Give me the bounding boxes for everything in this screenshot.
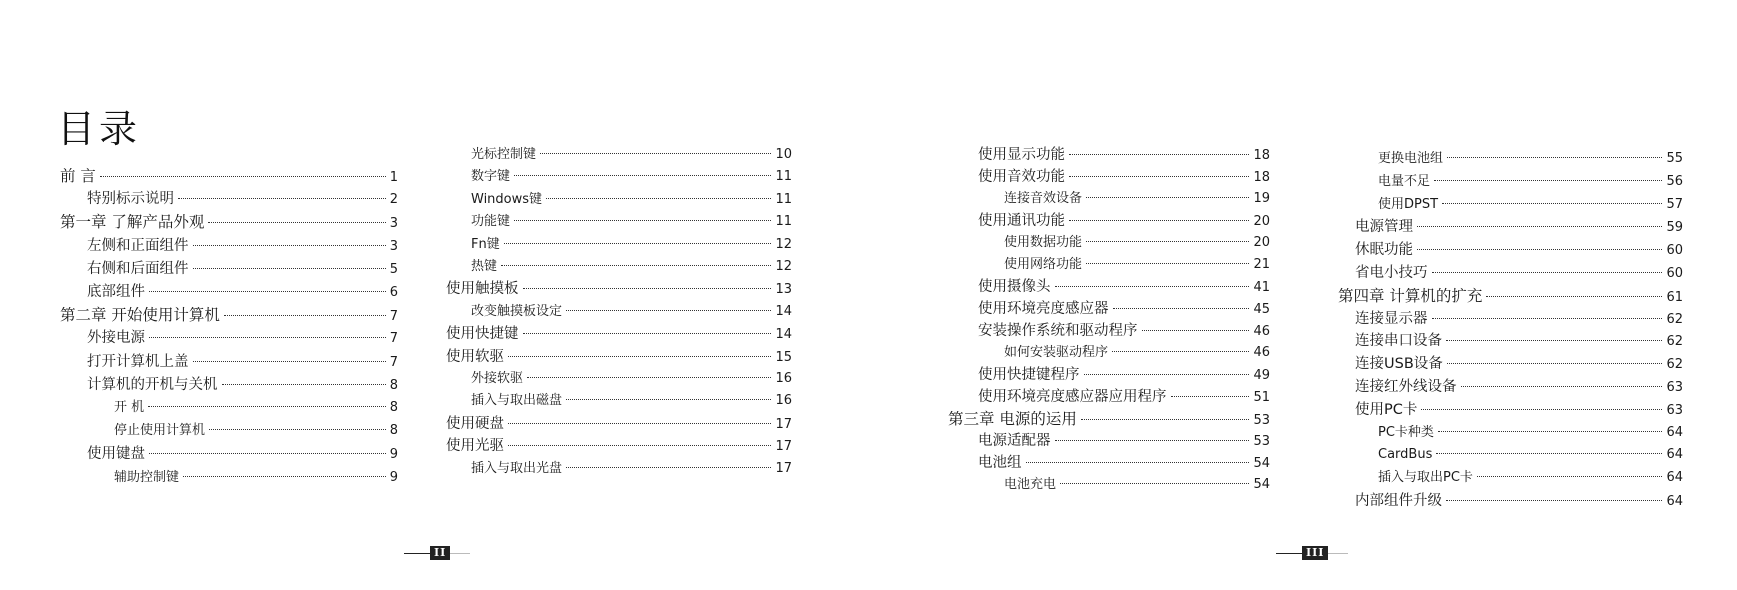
toc-entry-page: 57 — [1666, 197, 1683, 212]
toc-entry-page: 54 — [1253, 477, 1270, 492]
dot-leader — [1434, 180, 1662, 181]
toc-entry-page: 3 — [389, 216, 398, 231]
toc-entry-page: 9 — [389, 470, 398, 485]
toc-entry-label: Fn键 — [471, 237, 500, 252]
toc-entry — [471, 391, 792, 411]
toc-entry — [114, 398, 398, 418]
toc-entry-label: 外接软驱 — [471, 371, 524, 386]
dot-leader — [523, 288, 772, 289]
toc-entry-label: 使用通讯功能 — [978, 213, 1065, 229]
dot-leader — [1421, 409, 1662, 410]
toc-entry — [87, 352, 398, 372]
toc-entry-label: 使用环境亮度感应器应用程序 — [978, 389, 1167, 405]
toc-entry-label: Windows键 — [471, 192, 543, 207]
toc-entry-label: 使用显示功能 — [978, 147, 1065, 163]
toc-entry-label: 热键 — [471, 259, 498, 274]
dot-leader — [1442, 203, 1662, 204]
toc-entry — [1355, 377, 1683, 397]
toc-entry-page: 17 — [775, 461, 792, 476]
toc-entry-page: 59 — [1666, 220, 1683, 235]
toc-entry — [87, 375, 398, 395]
toc-entry — [1004, 475, 1270, 495]
toc-entry — [1004, 233, 1270, 253]
toc-entry — [87, 236, 398, 256]
toc-entry — [1378, 195, 1683, 215]
toc-entry-page: 49 — [1253, 368, 1270, 383]
toc-entry-page: 7 — [389, 355, 398, 370]
toc-entry-page: 19 — [1253, 191, 1270, 206]
toc-entry — [1004, 343, 1270, 363]
dot-leader — [1069, 154, 1249, 155]
toc-entry — [446, 347, 792, 367]
toc-entry-page: 64 — [1666, 494, 1683, 509]
toc-entry — [978, 277, 1270, 297]
toc-entry — [471, 459, 792, 479]
toc-entry-label: 休眠功能 — [1355, 242, 1413, 258]
toc-entry-page: 16 — [775, 371, 792, 386]
toc-entry-page: 20 — [1253, 214, 1270, 229]
toc-entry-label: 连接USB设备 — [1355, 356, 1443, 372]
toc-entry-page: 14 — [775, 304, 792, 319]
toc-entry-label: 停止使用计算机 — [114, 423, 206, 438]
toc-entry-page: 18 — [1253, 170, 1270, 185]
dot-leader — [1436, 453, 1662, 454]
dot-leader — [508, 445, 771, 446]
toc-entry — [1355, 491, 1683, 511]
toc-entry — [87, 282, 398, 302]
toc-entry-label: 使用快捷键程序 — [978, 367, 1080, 383]
toc-entry-label: 省电小技巧 — [1355, 265, 1428, 281]
toc-entry-page: 53 — [1253, 434, 1270, 449]
toc-entry — [1378, 445, 1683, 465]
toc-entry-label: 特别标示说明 — [87, 191, 174, 207]
toc-entry — [60, 305, 398, 325]
toc-entry — [471, 145, 792, 165]
toc-entry-label: 第四章 计算机的扩充 — [1338, 287, 1483, 305]
dot-leader — [209, 429, 386, 430]
toc-entry-label: 电量不足 — [1378, 174, 1431, 189]
dot-leader — [222, 384, 386, 385]
page-number-label: II — [430, 546, 450, 560]
toc-entry-label: 电源管理 — [1355, 219, 1413, 235]
toc-entry-label: 使用PC卡 — [1355, 402, 1418, 418]
toc-entry-label: 使用光驱 — [446, 438, 504, 454]
dot-leader — [1142, 330, 1250, 331]
toc-entry-page: 63 — [1666, 403, 1683, 418]
dot-leader — [1486, 296, 1662, 297]
toc-entry-label: 第三章 电源的运用 — [948, 410, 1077, 428]
toc-entry — [471, 257, 792, 277]
toc-entry — [87, 259, 398, 279]
dot-leader — [1081, 419, 1250, 420]
toc-entry-page: 63 — [1666, 380, 1683, 395]
dot-leader — [1086, 263, 1249, 264]
toc-entry-label: CardBus — [1378, 447, 1433, 462]
dot-leader — [1069, 220, 1249, 221]
toc-entry-page: 10 — [775, 147, 792, 162]
toc-entry-page: 8 — [389, 400, 398, 415]
toc-entry — [978, 145, 1270, 165]
page-title: 目录 — [57, 107, 142, 151]
toc-entry — [446, 436, 792, 456]
dot-leader — [1069, 176, 1249, 177]
dot-leader — [100, 176, 386, 177]
toc-entry-page: 1 — [389, 170, 398, 185]
toc-entry-page: 13 — [775, 282, 792, 297]
dot-leader — [508, 423, 771, 424]
toc-entry-label: 内部组件升级 — [1355, 493, 1442, 509]
toc-entry-page: 6 — [389, 285, 398, 300]
toc-entry-page: 62 — [1666, 334, 1683, 349]
toc-entry-page: 11 — [775, 169, 792, 184]
toc-entry — [471, 212, 792, 232]
dot-leader — [193, 268, 386, 269]
dot-leader — [224, 315, 386, 316]
dot-leader — [149, 291, 386, 292]
dot-leader — [504, 243, 772, 244]
toc-entry-page: 62 — [1666, 357, 1683, 372]
toc-entry — [978, 211, 1270, 231]
toc-entry-label: 开 机 — [114, 400, 145, 415]
toc-entry — [60, 166, 398, 186]
toc-entry-page: 20 — [1253, 235, 1270, 250]
toc-entry — [978, 431, 1270, 451]
toc-entry — [87, 189, 398, 209]
dot-leader — [1447, 363, 1663, 364]
toc-entry-page: 15 — [775, 350, 792, 365]
dot-leader — [514, 175, 771, 176]
toc-entry — [446, 324, 792, 344]
toc-entry-page: 3 — [389, 239, 398, 254]
toc-entry-page: 8 — [389, 423, 398, 438]
toc-entry-label: 连接音效设备 — [1004, 191, 1083, 206]
toc-entry — [978, 299, 1270, 319]
toc-entry-page: 61 — [1666, 290, 1683, 305]
toc-entry — [1355, 400, 1683, 420]
toc-entry-label: 电源适配器 — [978, 433, 1051, 449]
toc-entry-page: 56 — [1666, 174, 1683, 189]
dot-leader — [1055, 440, 1250, 441]
toc-entry — [1378, 149, 1683, 169]
toc-entry-label: 更换电池组 — [1378, 151, 1444, 166]
page-number-label: III — [1302, 546, 1328, 560]
toc-entry-label: 使用硬盘 — [446, 416, 504, 432]
dot-leader — [1438, 431, 1663, 432]
toc-entry — [471, 302, 792, 322]
toc-entry — [1355, 217, 1683, 237]
dot-leader — [540, 153, 771, 154]
toc-entry — [1355, 309, 1683, 329]
dot-leader — [149, 337, 386, 338]
toc-entry-page: 8 — [389, 378, 398, 393]
dot-leader — [527, 377, 771, 378]
toc-entry — [1355, 354, 1683, 374]
toc-entry-page: 41 — [1253, 280, 1270, 295]
toc-entry-label: 第二章 开始使用计算机 — [60, 306, 220, 324]
dot-leader — [208, 222, 385, 223]
toc-entry-page: 53 — [1253, 413, 1270, 428]
dot-leader — [1171, 396, 1250, 397]
dot-leader — [1055, 286, 1250, 287]
toc-entry — [1355, 240, 1683, 260]
toc-entry-page: 64 — [1666, 425, 1683, 440]
dot-leader — [149, 453, 386, 454]
toc-entry-label: 插入与取出磁盘 — [471, 393, 563, 408]
toc-entry-page: 51 — [1253, 390, 1270, 405]
toc-entry — [471, 190, 792, 210]
toc-entry-page: 17 — [775, 439, 792, 454]
toc-entry-label: 如何安装驱动程序 — [1004, 345, 1109, 360]
toc-entry — [978, 321, 1270, 341]
dot-leader — [1461, 386, 1663, 387]
toc-entry-label: 连接显示器 — [1355, 311, 1428, 327]
toc-entry-label: 插入与取出PC卡 — [1378, 470, 1473, 485]
toc-entry-page: 14 — [775, 327, 792, 342]
dot-leader — [193, 361, 386, 362]
toc-entry-page: 55 — [1666, 151, 1683, 166]
dot-leader — [1086, 241, 1249, 242]
toc-entry-page: 11 — [775, 214, 792, 229]
toc-entry-label: 使用键盘 — [87, 446, 145, 462]
toc-entry-page: 18 — [1253, 148, 1270, 163]
toc-entry — [1378, 468, 1683, 488]
toc-entry-label: 计算机的开机与关机 — [87, 377, 218, 393]
dot-leader — [514, 220, 771, 221]
toc-entry-page: 46 — [1253, 345, 1270, 360]
toc-entry — [471, 167, 792, 187]
toc-entry-label: 外接电源 — [87, 330, 145, 346]
toc-entry-label: 使用软驱 — [446, 349, 504, 365]
toc-entry-label: 功能键 — [471, 214, 511, 229]
toc-entry — [471, 235, 792, 255]
toc-entry-page: 5 — [389, 262, 398, 277]
toc-entry — [1378, 172, 1683, 192]
toc-entry-page: 12 — [775, 237, 792, 252]
toc-entry — [87, 444, 398, 464]
toc-entry-label: 左侧和正面组件 — [87, 238, 189, 254]
toc-entry — [471, 369, 792, 389]
toc-entry-page: 9 — [389, 447, 398, 462]
toc-entry — [1378, 423, 1683, 443]
toc-entry-page: 64 — [1666, 470, 1683, 485]
dot-leader — [183, 476, 386, 477]
toc-entry-page: 7 — [389, 309, 398, 324]
toc-entry-page: 17 — [775, 417, 792, 432]
toc-entry-label: 连接红外线设备 — [1355, 379, 1457, 395]
toc-entry-label: 打开计算机上盖 — [87, 354, 189, 370]
dot-leader — [178, 198, 386, 199]
toc-entry — [1355, 263, 1683, 283]
dot-leader — [501, 265, 771, 266]
page-number-right — [1276, 546, 1348, 560]
toc-entry-label: 右侧和后面组件 — [87, 261, 189, 277]
dot-leader — [1432, 272, 1663, 273]
dot-leader — [1417, 249, 1662, 250]
toc-entry — [114, 468, 398, 488]
toc-entry — [978, 167, 1270, 187]
toc-entry-label: 使用网络功能 — [1004, 257, 1083, 272]
toc-entry-page: 64 — [1666, 447, 1683, 462]
dot-leader — [1026, 462, 1250, 463]
dot-leader — [1447, 157, 1662, 158]
toc-entry — [446, 279, 792, 299]
toc-entry-label: 电池组 — [978, 455, 1022, 471]
toc-entry-page: 62 — [1666, 312, 1683, 327]
toc-entry — [978, 365, 1270, 385]
toc-entry — [87, 328, 398, 348]
toc-entry-label: 使用触摸板 — [446, 281, 519, 297]
dot-leader — [1084, 374, 1250, 375]
toc-entry-label: 使用环境亮度感应器 — [978, 301, 1109, 317]
dot-leader — [1432, 318, 1663, 319]
toc-entry-label: 使用DPST — [1378, 197, 1439, 212]
dot-leader — [1112, 351, 1249, 352]
toc-entry — [978, 387, 1270, 407]
toc-entry-page: 21 — [1253, 257, 1270, 272]
toc-entry-page: 11 — [775, 192, 792, 207]
toc-entry-page: 2 — [389, 192, 398, 207]
toc-entry-label: 光标控制键 — [471, 147, 537, 162]
toc-entry-label: 插入与取出光盘 — [471, 461, 563, 476]
toc-entry — [1004, 255, 1270, 275]
dot-leader — [1417, 226, 1662, 227]
dot-leader — [1446, 500, 1662, 501]
page-number-left — [404, 546, 470, 560]
toc-entry-label: 安装操作系统和驱动程序 — [978, 323, 1138, 339]
toc-entry-page: 60 — [1666, 243, 1683, 258]
dot-leader — [523, 333, 772, 334]
dot-leader — [566, 399, 771, 400]
toc-entry-label: 底部组件 — [87, 284, 145, 300]
toc-entry-label: 使用数据功能 — [1004, 235, 1083, 250]
dot-leader — [1446, 340, 1662, 341]
toc-entry — [446, 414, 792, 434]
dot-leader — [566, 310, 771, 311]
dot-leader — [1060, 483, 1249, 484]
toc-entry-label: 前 言 — [60, 167, 96, 185]
toc-entry-page: 60 — [1666, 266, 1683, 281]
toc-entry-label: 第一章 了解产品外观 — [60, 213, 205, 231]
toc-entry-page: 46 — [1253, 324, 1270, 339]
toc-entry — [1355, 331, 1683, 351]
toc-entry — [1338, 286, 1683, 306]
toc-entry-label: 电池充电 — [1004, 477, 1057, 492]
toc-entry-label: 数字键 — [471, 169, 511, 184]
dot-leader — [1113, 308, 1250, 309]
toc-entry — [114, 421, 398, 441]
dot-leader — [1086, 197, 1249, 198]
toc-entry-label: 使用音效功能 — [978, 169, 1065, 185]
toc-entry — [978, 453, 1270, 473]
toc-entry-label: PC卡种类 — [1378, 425, 1434, 440]
toc-entry-label: 辅助控制键 — [114, 470, 180, 485]
toc-entry-page: 12 — [775, 259, 792, 274]
dot-leader — [546, 198, 771, 199]
toc-entry-page: 16 — [775, 393, 792, 408]
toc-entry — [60, 212, 398, 232]
toc-entry-page: 54 — [1253, 456, 1270, 471]
toc-entry-label: 改变触摸板设定 — [471, 304, 563, 319]
dot-leader — [193, 245, 386, 246]
dot-leader — [508, 356, 771, 357]
toc-entry-label: 使用摄像头 — [978, 279, 1051, 295]
toc-entry — [1004, 189, 1270, 209]
toc-entry-page: 7 — [389, 331, 398, 346]
toc-entry — [948, 409, 1270, 429]
toc-entry-label: 使用快捷键 — [446, 326, 519, 342]
toc-entry-label: 连接串口设备 — [1355, 333, 1442, 349]
dot-leader — [148, 406, 386, 407]
dot-leader — [1477, 476, 1663, 477]
dot-leader — [566, 467, 771, 468]
toc-entry-page: 45 — [1253, 302, 1270, 317]
